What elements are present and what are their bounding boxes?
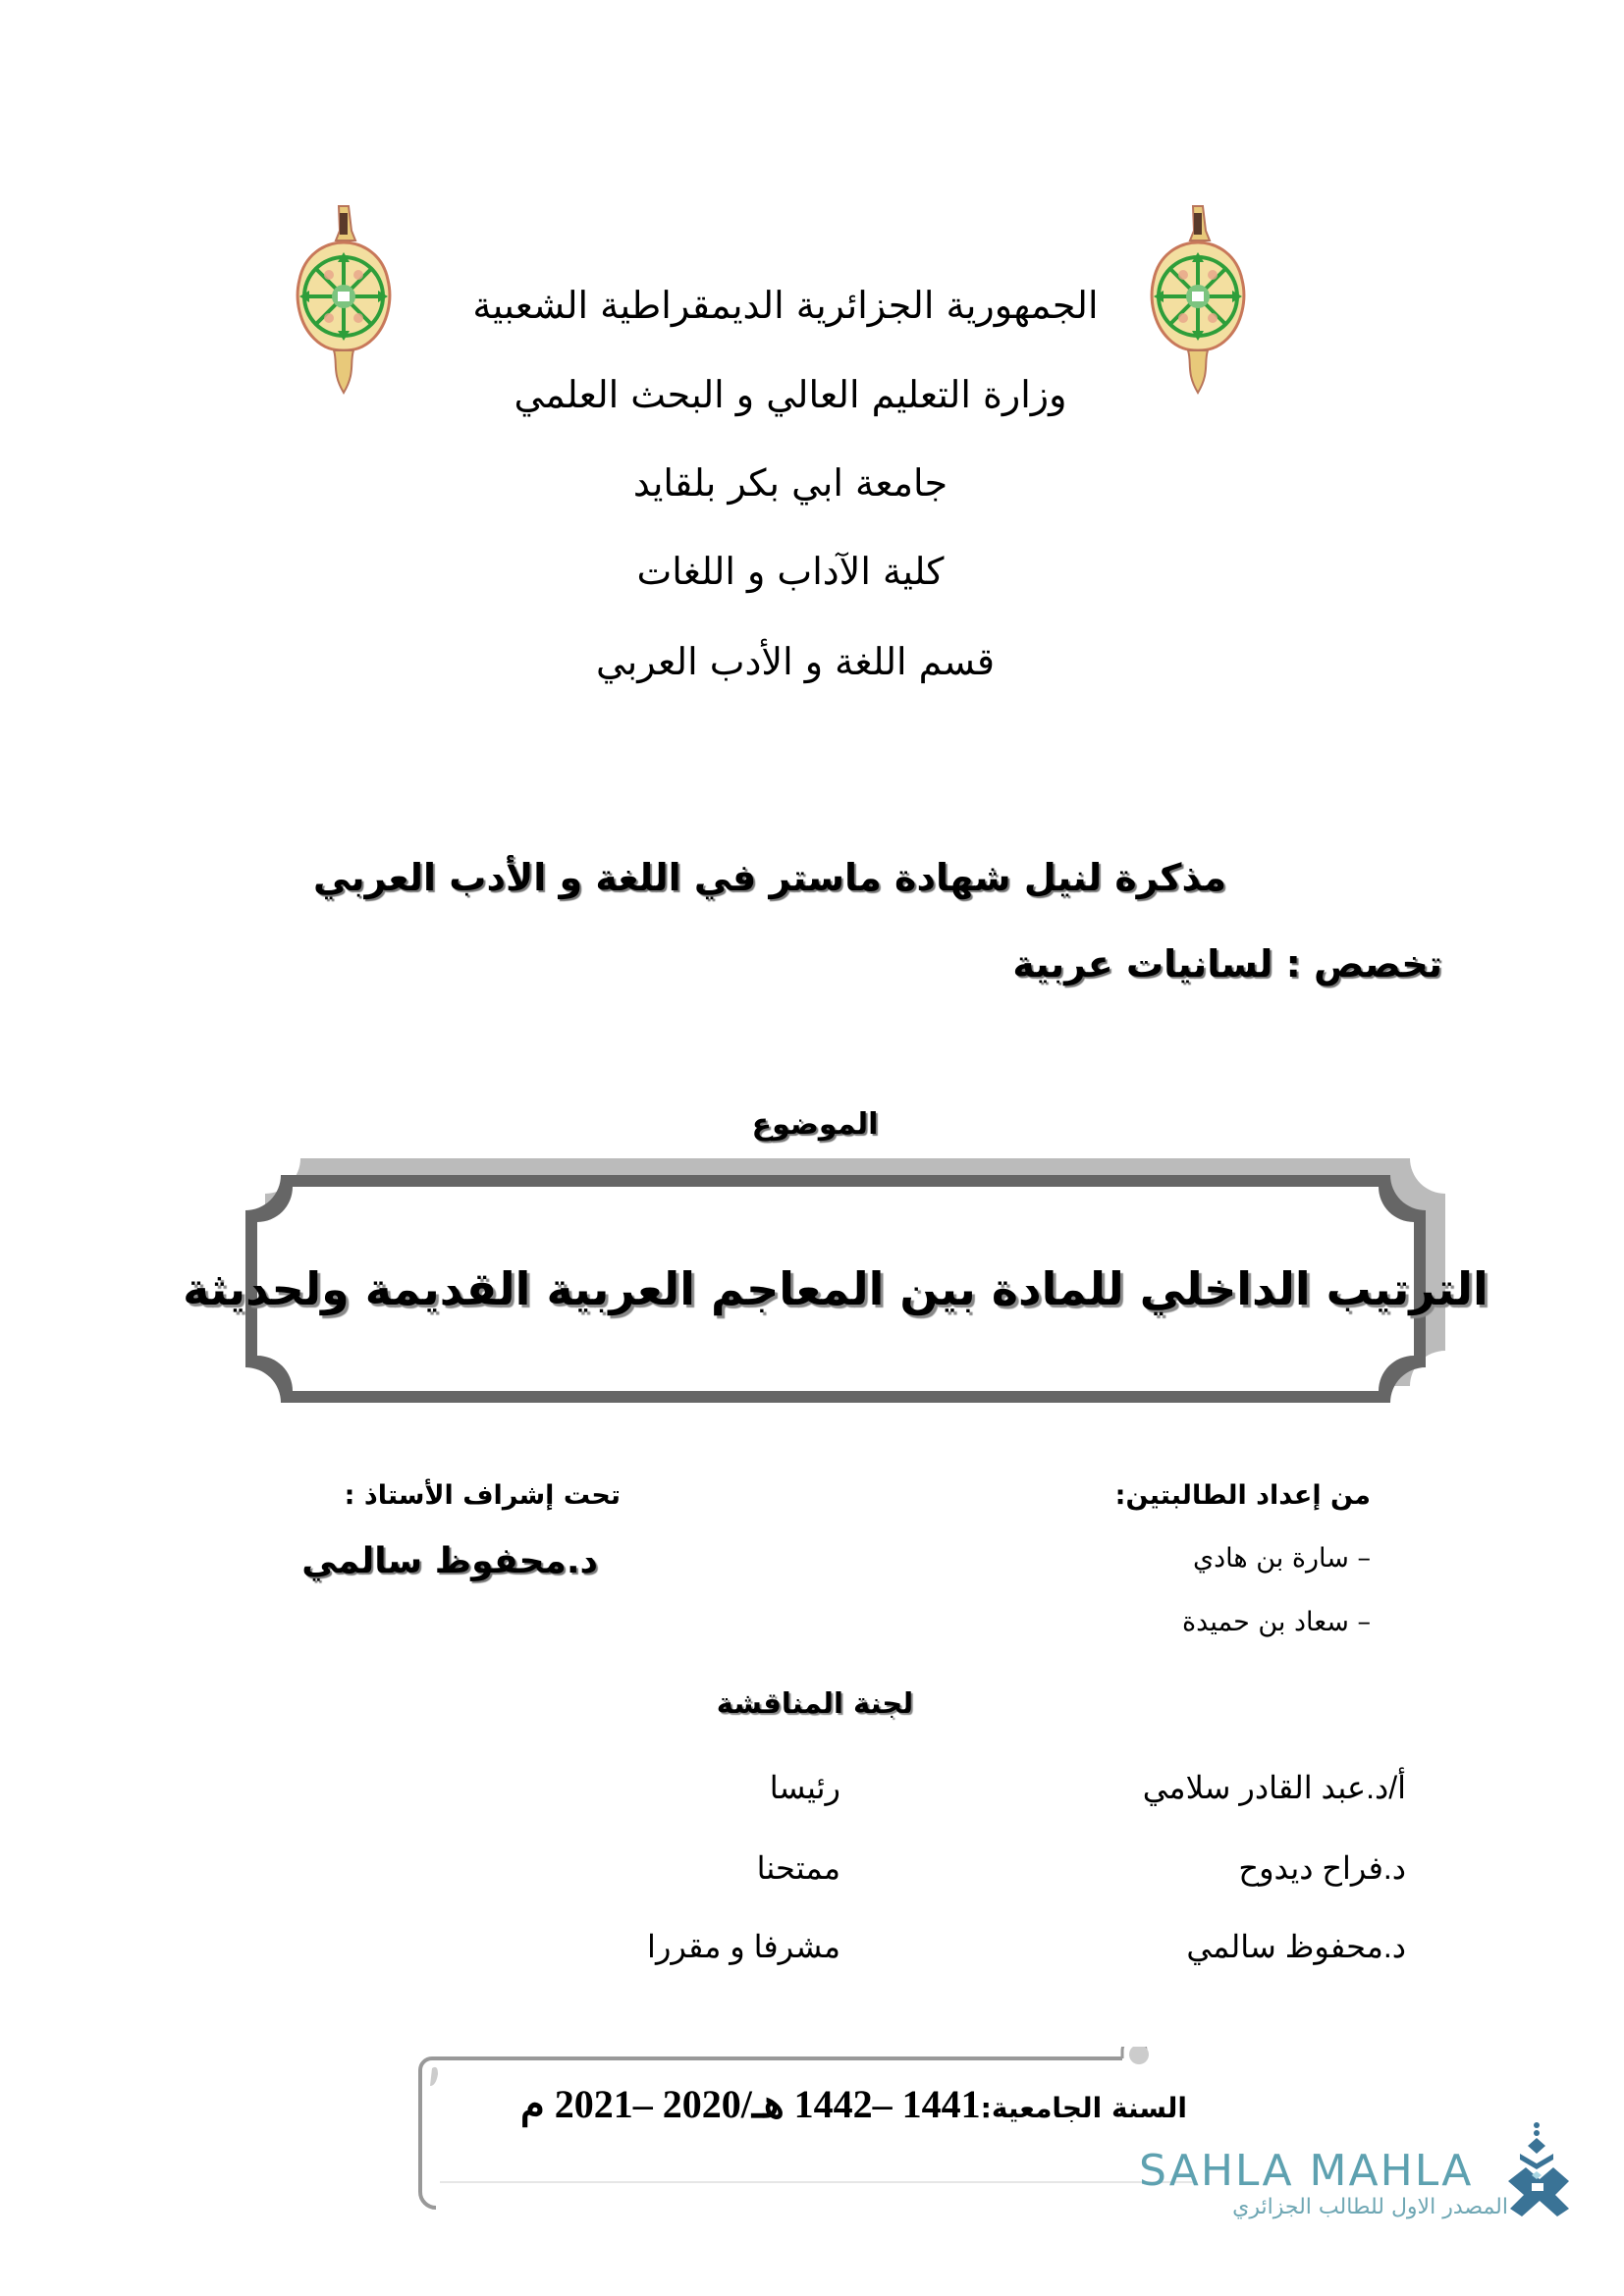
academic-year — [520, 2081, 1187, 2127]
degree-line: مذكرة لنيل شهادة ماستر في اللغة و الأدب العربي — [312, 856, 1226, 899]
supervisor-name: د.محفوظ سالمي — [301, 1541, 598, 1581]
topic-label: الموضوع — [751, 1107, 879, 1142]
supervisor-label: تحت إشراف الأستاذ : — [344, 1480, 621, 1511]
university-emblem-left-icon — [295, 201, 393, 398]
committee-member-role-3: مشرفا و مقررا — [647, 1929, 840, 1964]
committee-member-role-1: رئيسا — [769, 1770, 840, 1805]
students-label: من إعداد الطالبتين: — [1114, 1480, 1371, 1511]
university-emblem-right-icon — [1149, 201, 1247, 398]
committee-member-name-3: د.محفوظ سالمي — [1186, 1929, 1406, 1964]
watermark-tagline: المصدر الاول للطالب الجزائري — [1232, 2195, 1508, 2219]
header-ministry: وزارة التعليم العالي و البحث العلمي — [514, 373, 1067, 416]
header-faculty: كلية الآداب و اللغات — [636, 550, 945, 593]
thesis-title: الترتيب الداخلي للمادة بين المعاجم العربية القديمة ولحديثة — [183, 1262, 1489, 1315]
header-university: جامعة ابي بكر بلقايد — [632, 461, 948, 505]
committee-member-name-2: د.فراح ديدوح — [1238, 1850, 1406, 1886]
sahla-mahla-logo-icon — [1504, 2120, 1573, 2222]
specialty-line: تخصص : لسانيات عربية — [1012, 942, 1442, 986]
student-name-1: – سارة بن هادي — [1193, 1543, 1371, 1574]
header-department: قسم اللغة و الأدب العربي — [595, 640, 996, 683]
academic-year-value: 1441 –1442 هـ/2020 –2021 م — [519, 2082, 981, 2126]
committee-title: لجنة المناقشة — [716, 1686, 914, 1720]
committee-member-role-2: ممتحنا — [756, 1850, 840, 1886]
academic-year-label: السنة الجامعية: — [980, 2092, 1187, 2124]
watermark-brand: SAHLA MAHLA — [1139, 2146, 1474, 2196]
committee-member-name-1: أ/د.عبد القادر سلامي — [1142, 1770, 1406, 1805]
academic-year-scroll-frame — [410, 2047, 1206, 2212]
header-republic: الجمهورية الجزائرية الديمقراطية الشعبية — [472, 284, 1099, 327]
student-name-2: – سعاد بن حميدة — [1182, 1607, 1371, 1637]
